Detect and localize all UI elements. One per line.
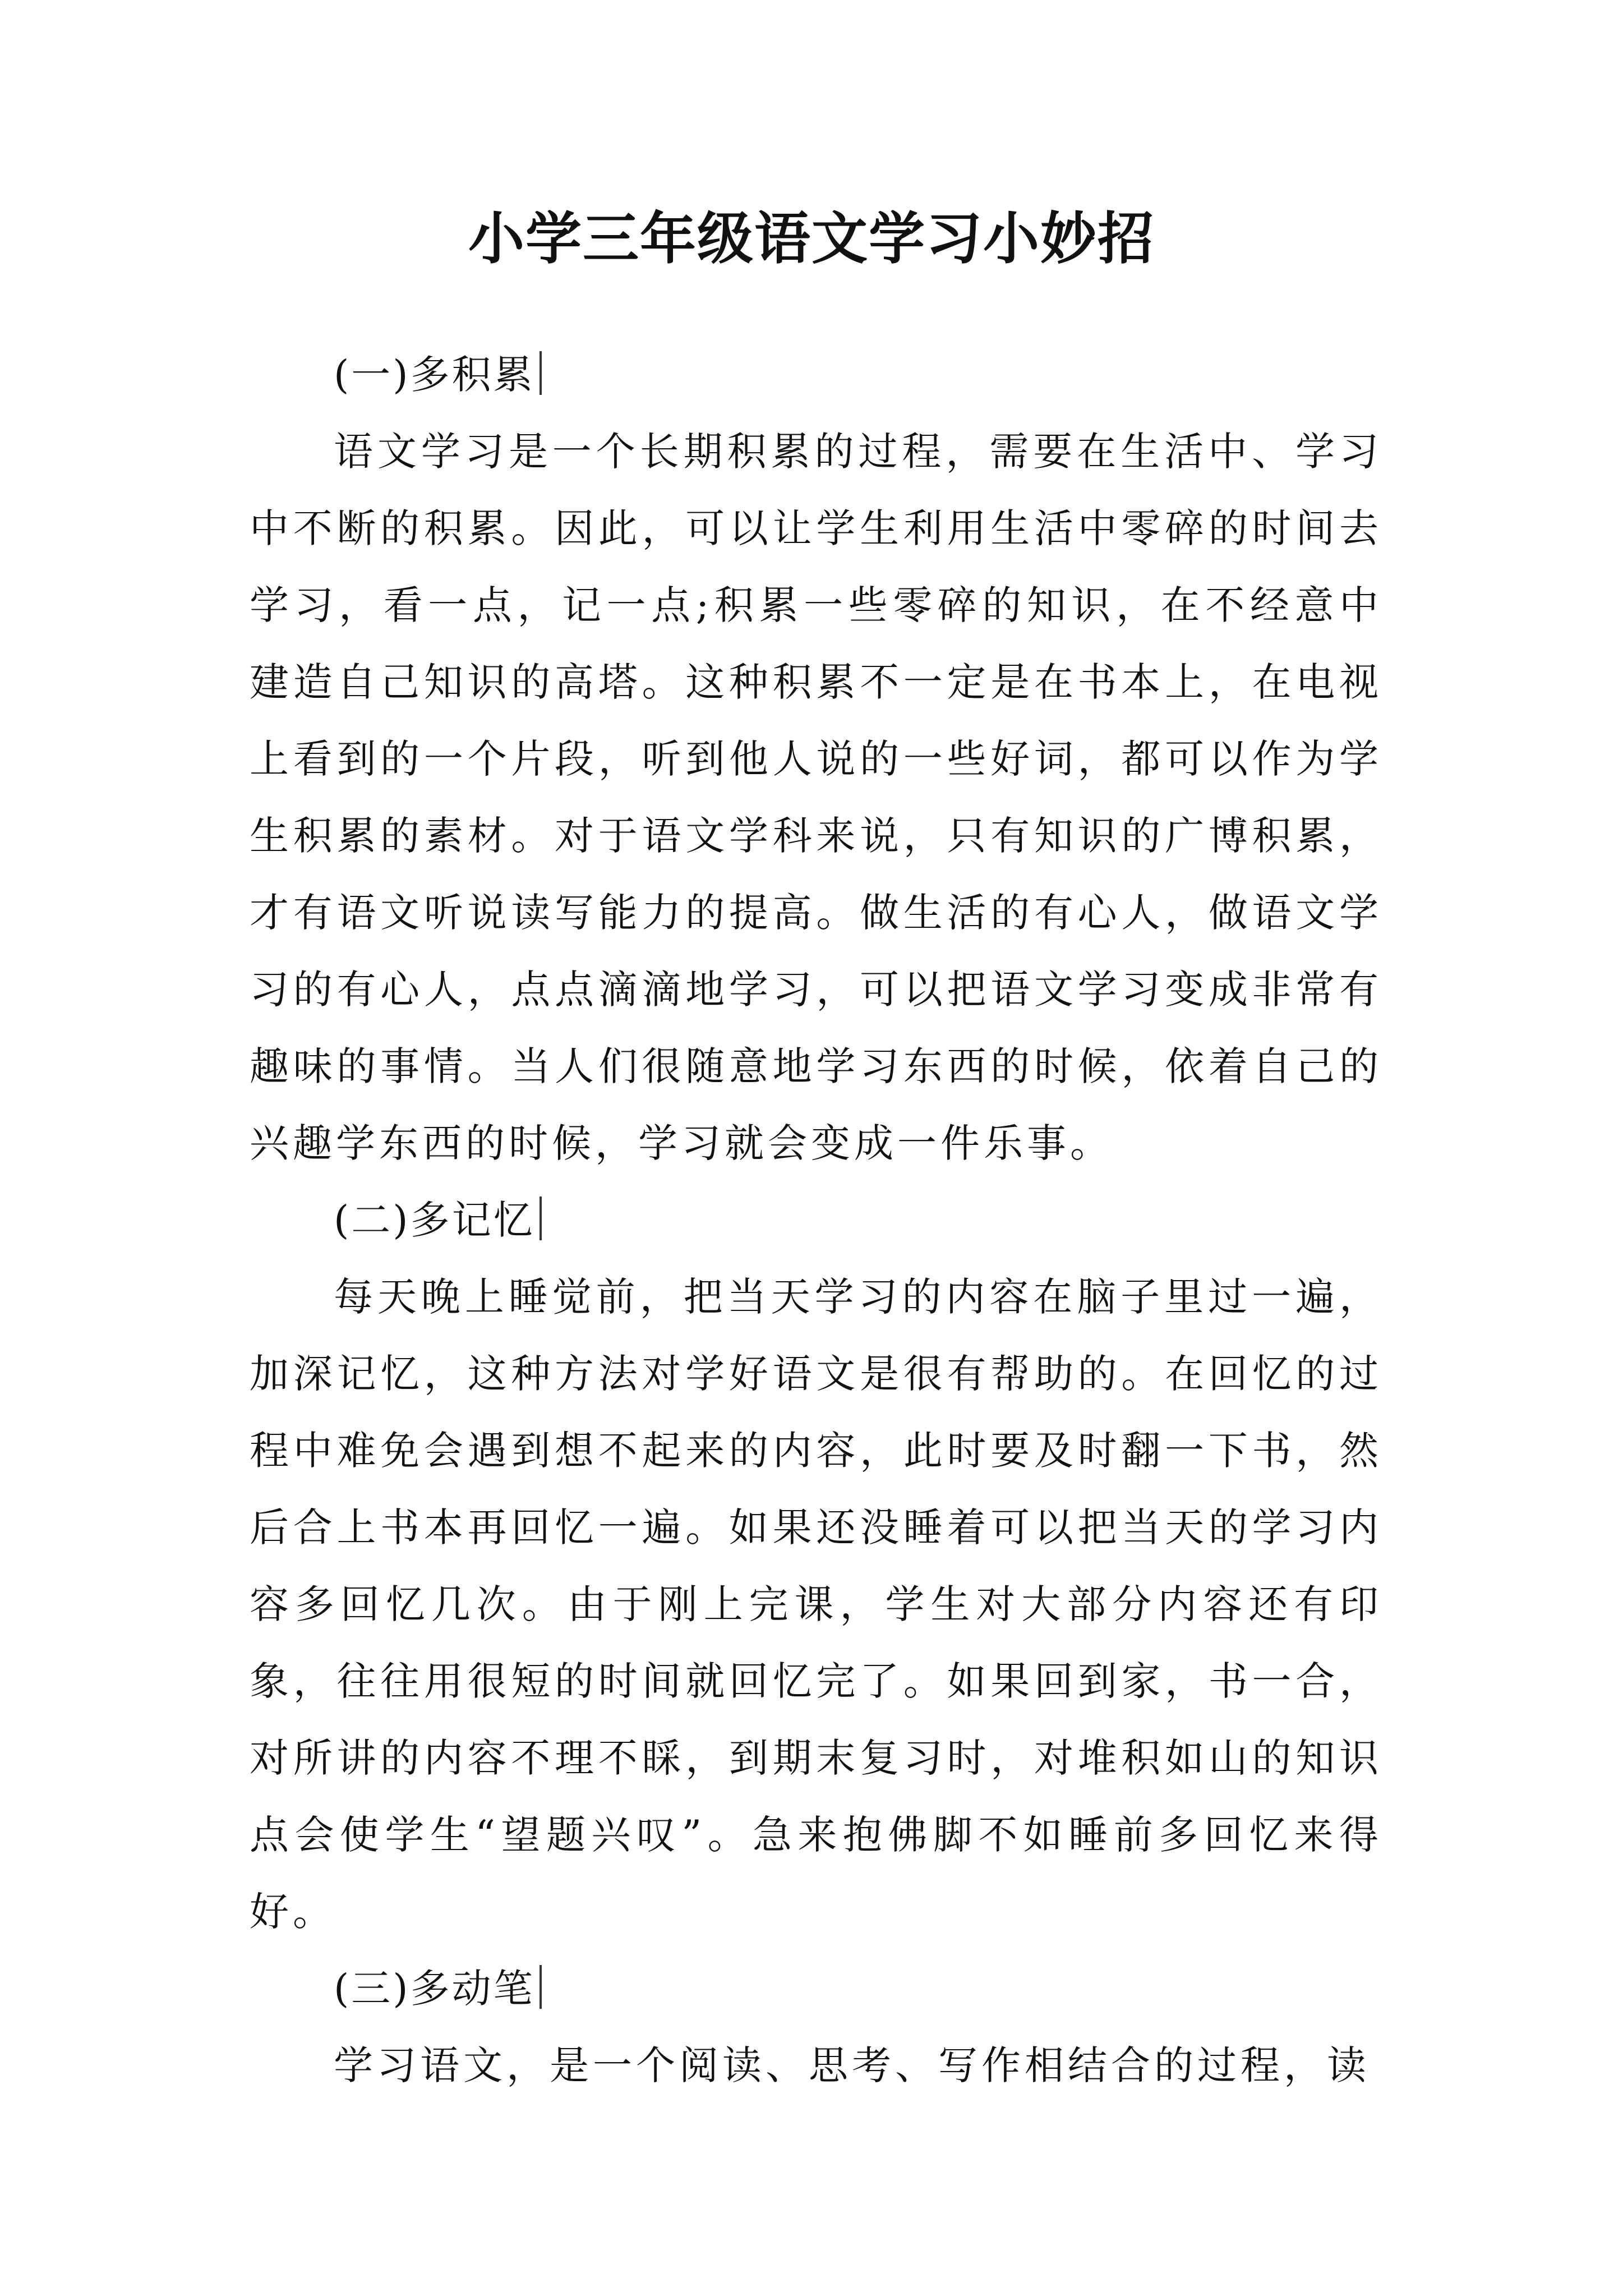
section-heading-3-text: (三)多动笔 [334,1966,535,2012]
section-paragraph-2: 每天晚上睡觉前，把当天学习的内容在脑子里过一遍，加深记忆，这种方法对学好语文是很有帮助的。在回忆的过程中难免会遇到想不起来的内容，此时要及时翻一下书，然后合上书本再回忆一遍。如果还没睡着可以把当天的学习内容多回忆几次。由于刚上完课，学生对大部分内容还有印象，往往用很短的时间就回忆完了。如果回到家，书一合，对所讲的内容不理不睬，到期末复习时，对堆积如山的知识点会使学生“望题兴叹”。急来抱佛脚不如睡前多回忆来得好。 [250,1274,1382,1935]
text-cursor [540,351,542,395]
section-heading-1-text: (一)多积累 [334,352,535,398]
section-heading-2 [250,1182,1382,1259]
section-paragraph-1: 语文学习是一个长期积累的过程，需要在生活中、学习中不断的积累。因此，可以让学生利用生活中零碎的时间去学习，看一点，记一点;积累一些零碎的知识，在不经意中建造自己知识的高塔。这种积累不一定是在书本上，在电视上看到的一个片段，听到他人说的一些好词，都可以作为学生积累的素材。对于语文学科来说，只有知识的广博积累，才有语文听说读写能力的提高。做生活的有心人，做语文学习的有心人，点点滴滴地学习，可以把语文学习变成非常有趣味的事情。当人们很随意地学习东西的时候，依着自己的兴趣学东西的时候，学习就会变成一件乐事。 [250,429,1382,1166]
document-title: 小学三年级语文学习小妙招 [468,205,1155,272]
section-heading-3 [250,1950,1382,2027]
section-heading-1 [250,337,1382,413]
section-paragraph-3: 学习语文，是一个阅读、思考、写作相结合的过程，读 [334,2042,1370,2088]
section-heading-2-text: (二)多记忆 [334,1197,535,1243]
text-cursor [540,1197,542,1240]
document-body [250,337,1382,2104]
text-cursor [540,1965,542,2009]
